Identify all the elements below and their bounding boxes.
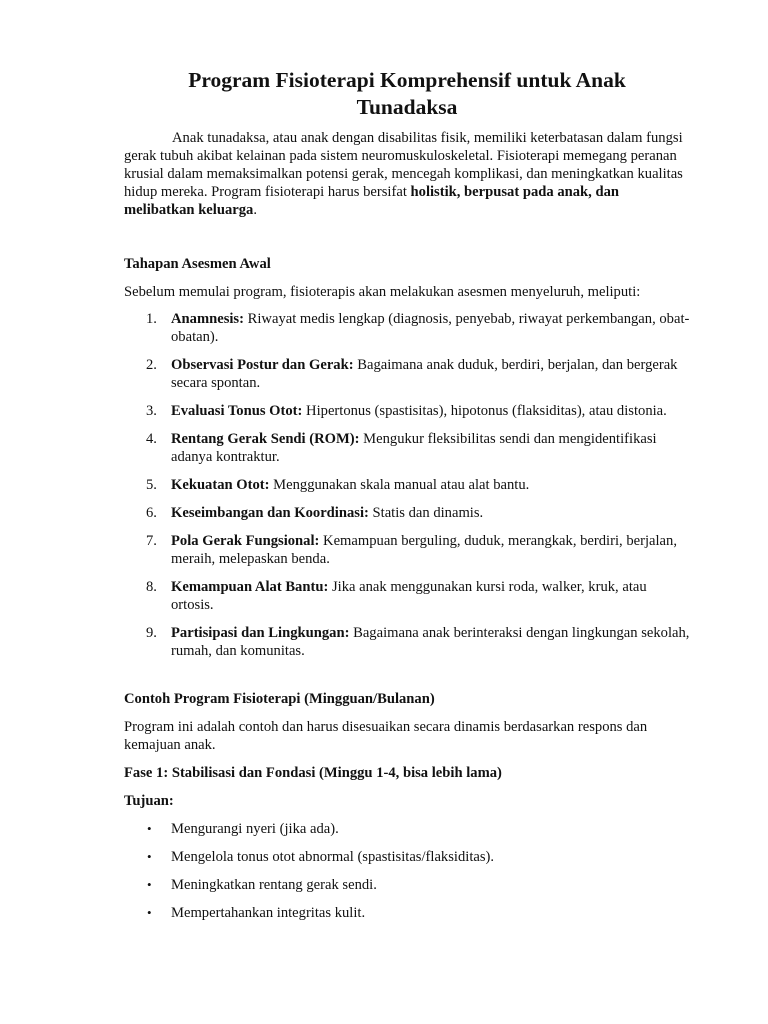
item-number: 1. <box>146 311 157 327</box>
intro-paragraph <box>124 129 690 219</box>
item-number: 9. <box>146 625 157 641</box>
intro-end: . <box>253 202 257 218</box>
item-number: 6. <box>146 505 157 521</box>
program-lead: Program ini adalah contoh dan harus disesuaikan secara dinamis berdasarkan respons dan kemajuan anak. <box>124 719 648 753</box>
bullet-icon: • <box>147 821 152 836</box>
goals-heading: Tujuan: <box>124 793 174 809</box>
intro-bold-text: holistik, berpusat pada anak, dan melibatkan keluarga <box>124 184 619 218</box>
item-description: Menggunakan skala manual atau alat bantu. <box>269 477 530 493</box>
assessment-item <box>124 504 690 522</box>
item-term: Keseimbangan dan Koordinasi: <box>171 505 369 521</box>
assessment-item <box>124 310 690 346</box>
item-term: Observasi Postur dan Gerak: <box>171 357 354 373</box>
assessment-item <box>124 430 690 466</box>
item-term: Anamnesis: <box>171 311 244 327</box>
assessment-item <box>124 532 690 568</box>
item-description: Statis dan dinamis. <box>368 505 484 521</box>
goal-text: Mengelola tonus otot abnormal (spastisitas/flaksiditas). <box>171 849 495 865</box>
assessment-item <box>124 624 690 660</box>
bullet-icon: • <box>147 905 152 920</box>
assessment-item <box>124 402 690 420</box>
document-page <box>124 67 690 932</box>
item-term: Pola Gerak Fungsional: <box>171 533 320 549</box>
goal-item <box>124 876 690 894</box>
item-description: Kemampuan berguling, duduk, merangkak, berdiri, berjalan, meraih, melepaskan benda. <box>171 533 677 567</box>
assessment-item <box>124 578 690 614</box>
item-term: Evaluasi Tonus Otot: <box>171 403 303 419</box>
item-term: Kekuatan Otot: <box>171 477 270 493</box>
item-description: Bagaimana anak duduk, berdiri, berjalan, dan bergerak secara spontan. <box>171 357 678 391</box>
item-term: Kemampuan Alat Bantu: <box>171 579 329 595</box>
phase1-heading: Fase 1: Stabilisasi dan Fondasi (Minggu 1-4, bisa lebih lama) <box>124 765 502 781</box>
assessment-heading: Tahapan Asesmen Awal <box>124 256 271 272</box>
goal-text: Meningkatkan rentang gerak sendi. <box>171 877 377 893</box>
bullet-icon: • <box>147 849 152 864</box>
assessment-lead: Sebelum memulai program, fisioterapis akan melakukan asesmen menyeluruh, meliputi: <box>124 284 641 300</box>
document-title: Program Fisioterapi Komprehensif untuk Anak Tunadaksa <box>188 68 626 119</box>
assessment-item <box>124 476 690 494</box>
goal-item <box>124 904 690 922</box>
assessment-item <box>124 356 690 392</box>
goal-text: Mempertahankan integritas kulit. <box>171 905 366 921</box>
item-number: 7. <box>146 533 157 549</box>
item-term: Partisipasi dan Lingkungan: <box>171 625 350 641</box>
assessment-list <box>124 310 690 660</box>
item-description: Mengukur fleksibilitas sendi dan mengidentifikasi adanya kontraktur. <box>171 431 657 465</box>
item-number: 3. <box>146 403 157 419</box>
item-description: Hipertonus (spastisitas), hipotonus (flaksiditas), atau distonia. <box>302 403 667 419</box>
item-number: 2. <box>146 357 157 373</box>
goal-item <box>124 820 690 838</box>
item-description: Bagaimana anak berinteraksi dengan lingkungan sekolah, rumah, dan komunitas. <box>171 625 690 659</box>
item-number: 5. <box>146 477 157 493</box>
item-description: Riwayat medis lengkap (diagnosis, penyebab, riwayat perkembangan, obat-obatan). <box>171 311 690 345</box>
bullet-icon: • <box>147 877 152 892</box>
item-number: 8. <box>146 579 157 595</box>
item-description: Jika anak menggunakan kursi roda, walker, kruk, atau ortosis. <box>171 579 647 613</box>
item-number: 4. <box>146 431 157 447</box>
goal-item <box>124 848 690 866</box>
item-term: Rentang Gerak Sendi (ROM): <box>171 431 360 447</box>
intro-text: Anak tunadaksa, atau anak dengan disabilitas fisik, memiliki keterbatasan dalam fungsi gerak tubuh akibat kelainan pada sistem neuromuskuloskeletal. Fisioterapi memegang peranan krusial dalam memaksimalkan potensi gerak, mencegah komplikasi, dan meningkatkan kualitas hidup mereka. Program fisioterapi harus bersifat <box>124 130 683 200</box>
goal-text: Mengurangi nyeri (jika ada). <box>171 821 339 837</box>
goals-list <box>124 820 690 922</box>
program-heading: Contoh Program Fisioterapi (Mingguan/Bulanan) <box>124 691 435 707</box>
